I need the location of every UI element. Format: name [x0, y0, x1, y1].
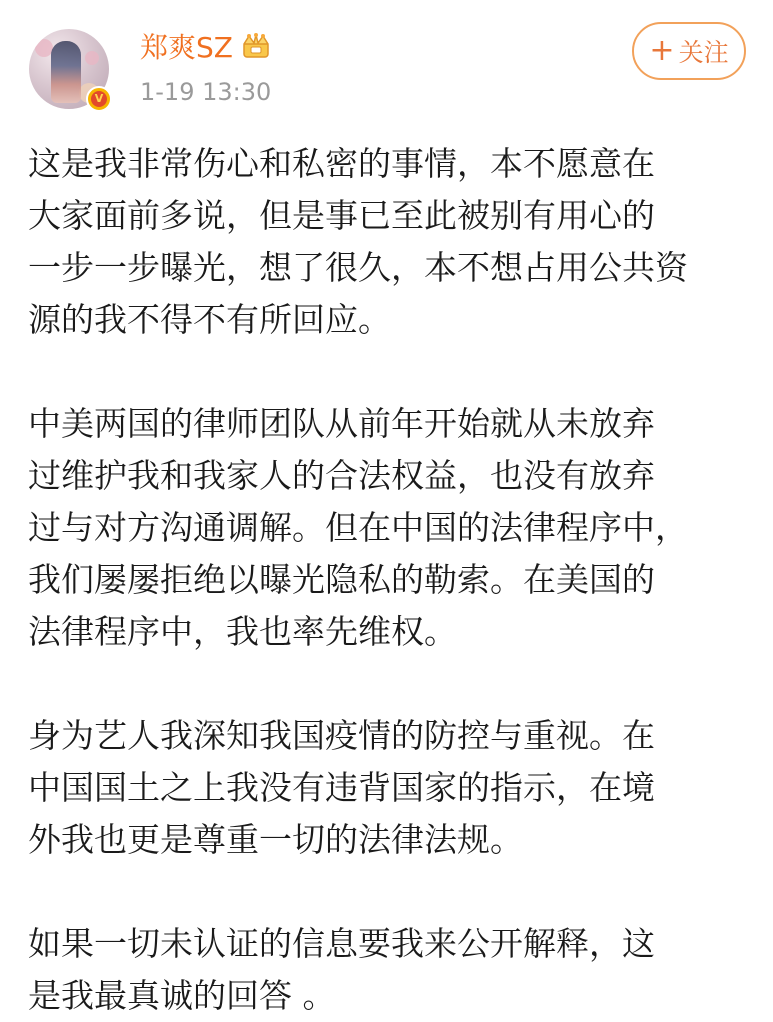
plus-icon: +: [649, 33, 675, 68]
post-body: [28, 138, 748, 1022]
verified-badge-icon: V: [86, 86, 112, 112]
post-timestamp: 1-19 13:30: [140, 78, 272, 106]
post-paragraph: 如果一切未认证的信息要我来公开解释，这 是我最真诚的回答 。: [28, 924, 655, 1015]
follow-button[interactable]: [632, 22, 746, 80]
avatar-figure: [51, 41, 81, 103]
post-paragraph: 这是我非常伤心和私密的事情，本不愿意在 大家面前多说，但是事已至此被别有用心的 一步一步曝光，想了很久，本不想占用公共资 源的我不得不有所回应。: [28, 144, 688, 339]
username[interactable]: 郑爽SZ: [140, 31, 233, 64]
follow-button-label: 关注: [678, 38, 729, 67]
post-paragraph: 身为艺人我深知我国疫情的防控与重视。在 中国国土之上我没有违背国家的指示，在境 外我也更是尊重一切的法律法规。: [28, 716, 655, 859]
post-paragraph: 中美两国的律师团队从前年开始就从未放弃 过维护我和我家人的合法权益，也没有放弃 过与对方沟通调解。但在中国的法律程序中， 我们屡屡拒绝以曝光隐私的勒索。在美国的 法律程序中，我也率先维权。: [28, 404, 688, 651]
avatar-decoration: [85, 51, 99, 65]
username-row: [140, 26, 271, 66]
post-header: [0, 0, 773, 120]
crown-icon[interactable]: [241, 32, 271, 60]
